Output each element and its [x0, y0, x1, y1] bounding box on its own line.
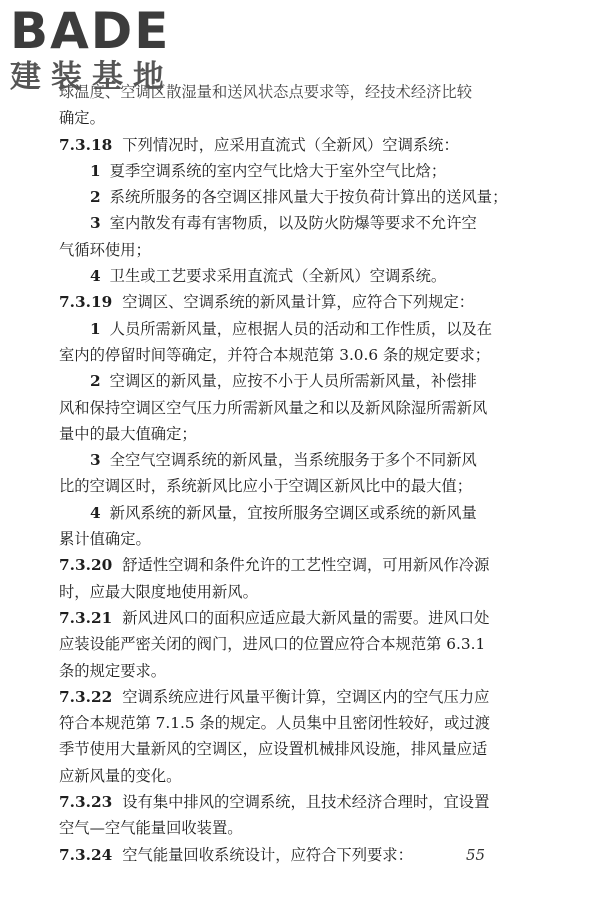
text-line-content: 球温度、空调区散湿量和送风状态点要求等，经技术经济比较 [59, 83, 473, 101]
list-item [59, 184, 509, 210]
text-line: 符合本规范第 7.1.5 条的规定。人员集中且密闭性较好，或过渡 [59, 714, 491, 733]
clause-text: 设有集中排风的空调系统，且技术经济合理时，宜设置 [122, 793, 490, 812]
item-number: 4 [90, 267, 101, 286]
clause-text: 空调区、空调系统的新风量计算，应符合下列规定： [122, 293, 475, 312]
clause-text: 下列情况时，应采用直流式（全新风）空调系统： [122, 135, 459, 154]
clause-7-3-22 [59, 684, 509, 710]
clause-number: 7.3.21 [59, 608, 113, 627]
list-item [59, 500, 509, 526]
page-number: 55 [466, 846, 486, 864]
item-number: 3 [90, 451, 101, 470]
item-text: 全空气空调系统的新风量，当系统服务于多个不同新风 [109, 451, 477, 470]
list-item [59, 210, 509, 236]
clause-7-3-20 [59, 552, 509, 578]
logo [10, 4, 174, 94]
item-number: 2 [90, 372, 101, 391]
item-number: 2 [90, 188, 101, 207]
text-line: 比的空调区时，系统新风比应小于空调区新风比中的最大值； [59, 477, 473, 496]
item-text: 空调区的新风量，应按不小于人员所需新风量，补偿排 [109, 372, 477, 391]
list-item [59, 316, 509, 342]
item-number: 3 [90, 214, 101, 233]
clause-number: 7.3.23 [59, 793, 113, 812]
text-line: 确定。 [59, 109, 105, 128]
text-line: 季节使用大量新风的空调区，应设置机械排风设施，排风量应适 [59, 740, 488, 759]
clause-7-3-24 [59, 842, 509, 868]
item-text: 系统所服务的各空调区排风量大于按负荷计算出的送风量； [109, 188, 508, 207]
clause-7-3-23 [59, 789, 509, 815]
clause-text: 新风进风口的面积应适应最大新风量的需要。进风口处 [122, 608, 490, 627]
text-line: 应新风量的变化。 [59, 766, 182, 785]
list-item [59, 263, 509, 289]
logo-subtitle: 建装基地 [10, 59, 174, 95]
clause-text: 舒适性空调和条件允许的工艺性空调，可用新风作冷源 [122, 556, 490, 575]
item-number: 4 [90, 503, 101, 522]
clause-7-3-21 [59, 605, 509, 631]
text-line: 空气—空气能量回收装置。 [59, 819, 243, 838]
item-text: 卫生或工艺要求采用直流式（全新风）空调系统。 [109, 267, 447, 286]
item-text: 室内散发有毒有害物质，以及防火防爆等要求不允许空 [109, 214, 477, 233]
item-text: 新风系统的新风量，宜按所服务空调区或系统的新风量 [109, 503, 477, 522]
logo-wordmark: BADE [10, 2, 171, 60]
list-item [59, 447, 509, 473]
item-number: 1 [90, 161, 101, 180]
text-line: 时，应最大限度地使用新风。 [59, 582, 258, 601]
text-line: 气循环使用； [59, 240, 151, 259]
text-line: 条的规定要求。 [59, 661, 167, 680]
list-item [59, 368, 509, 394]
item-number: 1 [90, 319, 101, 338]
text-line: 风和保持空调区空气压力所需新风量之和以及新风除湿所需新风 [59, 398, 488, 417]
list-item [59, 158, 509, 184]
page-body [59, 79, 509, 868]
item-text: 人员所需新风量，应根据人员的活动和工作性质，以及在 [109, 319, 493, 338]
text-line: 累计值确定。 [59, 530, 151, 549]
text-line: 应装设能严密关闭的阀门，进风口的位置应符合本规范第 6.3.1 [59, 635, 486, 654]
clause-7-3-18 [59, 132, 509, 158]
text-line: 量中的最大值确定； [59, 424, 197, 443]
clause-number: 7.3.20 [59, 556, 113, 575]
item-text: 夏季空调系统的室内空气比焓大于室外空气比焓； [109, 161, 447, 180]
clause-number: 7.3.24 [59, 845, 113, 864]
clause-text: 空气能量回收系统设计，应符合下列要求： [122, 845, 413, 864]
clause-number: 7.3.19 [59, 293, 113, 312]
clause-7-3-19 [59, 289, 509, 315]
clause-number: 7.3.18 [59, 135, 113, 154]
clause-number: 7.3.22 [59, 687, 113, 706]
clause-text: 空调系统应进行风量平衡计算，空调区内的空气压力应 [122, 687, 490, 706]
text-line: 室内的停留时间等确定，并符合本规范第 3.0.6 条的规定要求； [59, 345, 491, 364]
